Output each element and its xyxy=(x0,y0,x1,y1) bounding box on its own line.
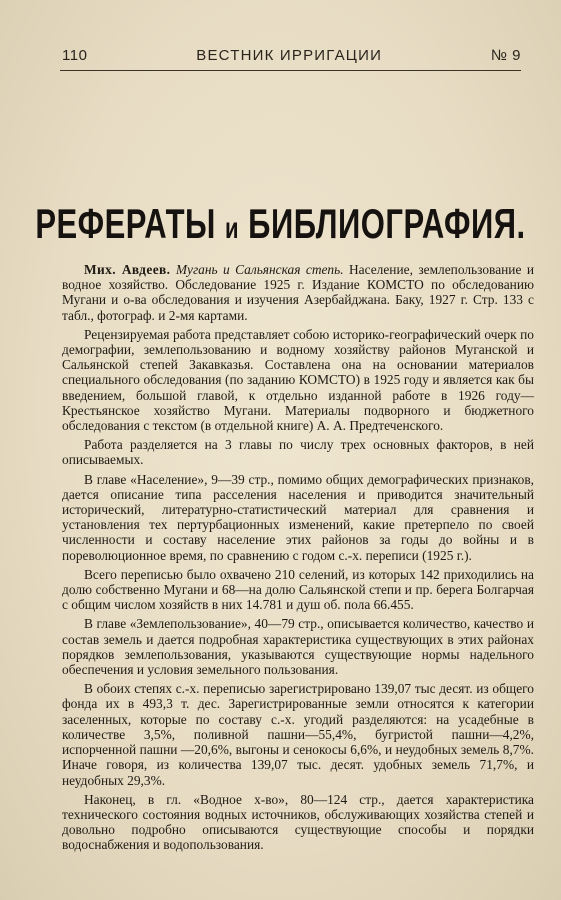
section-title-part1: РЕФЕРАТЫ xyxy=(35,200,216,248)
review-body xyxy=(62,262,534,853)
section-title xyxy=(0,200,561,249)
running-header xyxy=(62,47,521,64)
section-title-part2: БИБЛИОГРАФИЯ. xyxy=(248,200,526,248)
body-paragraph: Рецензируемая работа представляет собою историко-географический очерк по демографии, землепользованию и водному хозяйству районов Муганской и Сальянской степей Закавказья. Составлена она на основании материалов специального обследования (по заданию КОМСТО) в 1925 году и является как бы введением, большой главой, к отдельно изданной работе в 1926 году—Крестьянское хозяйство Мугани. Материалы подворного и бюджетного обследования с текстом (в отдельной книге) А. А. Предтеченского. xyxy=(62,326,534,434)
section-title-conjunction: и xyxy=(225,210,240,245)
header-rule xyxy=(60,70,521,71)
body-paragraph: В главе «Население», 9—39 стр., помимо общих демографических признаков, дается описание типа расселения населения и приводится значительный исторический, литературно-статистический материал для сравнения и установления тех пертурбационных изменений, какие претерпело по своей численности и составу население этих районов за годы до войны и в пореволюционное время, по сравнению с годом с.-х. переписи (1925 г.). xyxy=(62,471,534,563)
body-paragraph: Всего переписью было охвачено 210 селений, из которых 142 приходились на долю собственно Мугани и 68—на долю Сальянской степи и пр. берега Болгарчая с общим числом хозяйств в них 14.781 и душ об. пола 66.455. xyxy=(62,566,534,613)
review-author: Мих. Авдеев. xyxy=(84,262,171,277)
body-paragraph: В главе «Землепользование», 40—79 стр., описывается количество, качество и состав земель и дается подробная характеристика существующих в этих районах порядков землепользования, указываются существующие нормы надельного обеспечения и условия земельного пользования. xyxy=(62,616,534,678)
work-title: Мугань и Сальянская степь. xyxy=(175,262,344,277)
citation-details: Население, землепользование и водное хозяйство. Обследование 1925 г. Издание КОМСТО по обследованию Мугани и о-ва обследования и изучения Азербайджана. Баку, 1927 г. Стр. 133 с табл., фотограф. и 2-мя картами. xyxy=(62,262,534,323)
journal-title: ВЕСТНИК ИРРИГАЦИИ xyxy=(196,47,383,64)
body-paragraph: Работа разделяется на 3 главы по числу трех основных факторов, в ней описываемых. xyxy=(62,437,534,468)
page-number: 110 xyxy=(62,47,88,64)
body-paragraph: Наконец, в гл. «Водное х-во», 80—124 стр., дается характеристика технического состояния водных источников, обслуживающих хозяйства степей и довольно подробно описываются существующие способы и порядки водоснабжения и водопользования. xyxy=(62,791,534,853)
body-paragraph: В обоих степях с.-х. переписью зарегистрировано 139,07 тыс десят. из общего фонда их в 493,3 т. дес. Зарегистрированные земли относятся к категории заселенных, которые по составу с.-х. угодий разделяются: на усадебные в количестве 3,5%, поливной пашни—55,4%, бугристой пашни—4,2%, испорченной пашни —20,6%, выгоны и сенокосы 6,6%, и неудобных земель 8,7%. Иначе говоря, из количества 139,07 тыс. десят. удобных земель 71,7%, и неудобных 29,3%. xyxy=(62,681,534,788)
issue-number: № 9 xyxy=(490,47,521,64)
citation-paragraph xyxy=(62,262,534,323)
